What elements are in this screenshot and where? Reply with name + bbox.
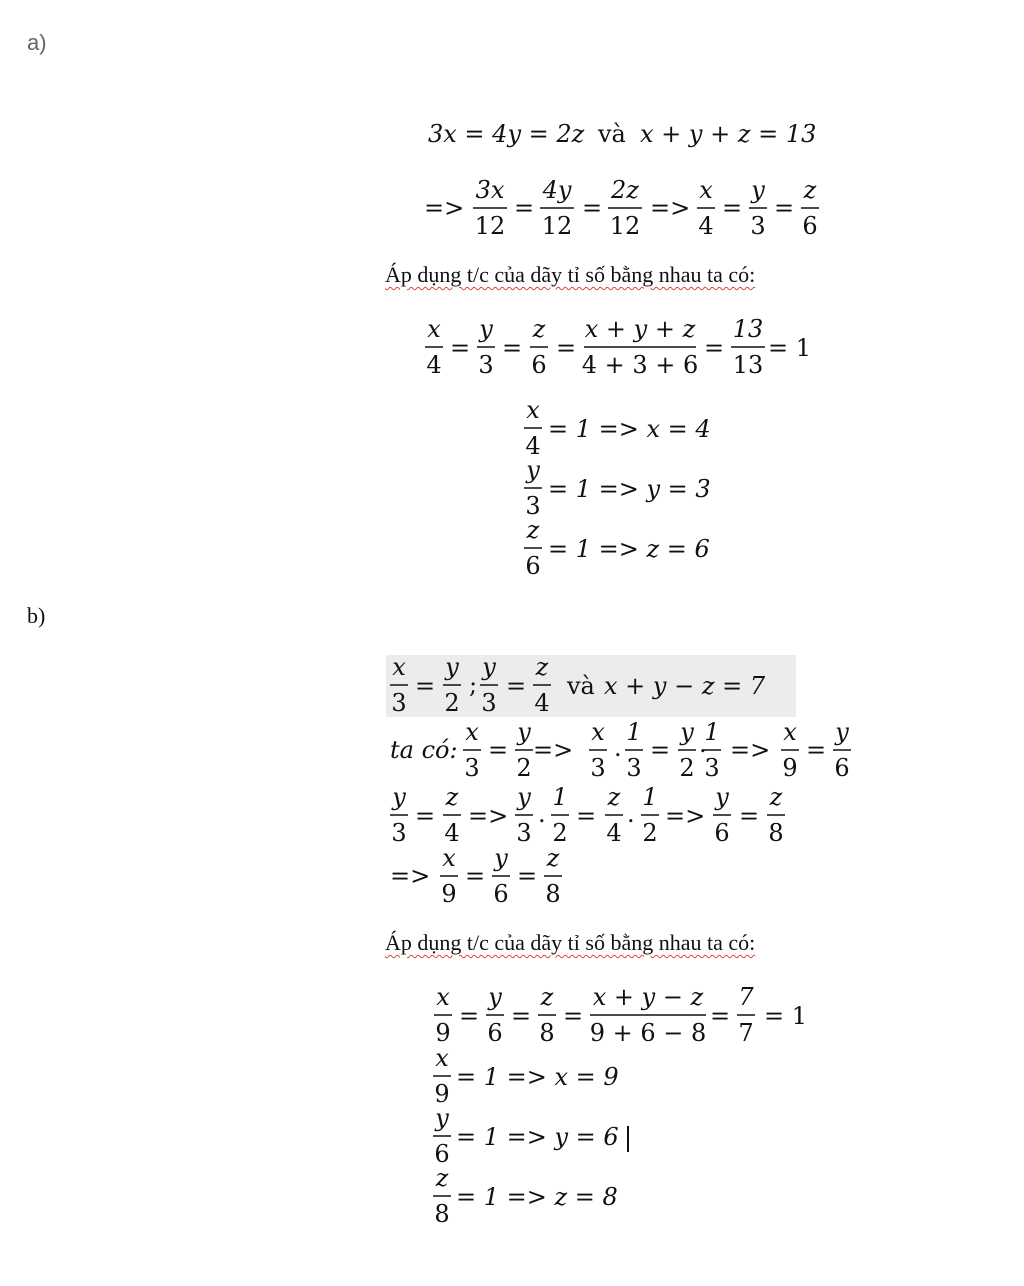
step1-b-mul-1-numerator: y xyxy=(680,718,694,746)
result-b-0-numerator: x xyxy=(435,1044,449,1072)
step2-b-frac-0-denominator: 3 xyxy=(391,819,407,847)
property-a-eq-2: = xyxy=(555,334,577,362)
step3-b-frac-2-numerator: z xyxy=(546,844,560,872)
step3-b-eq-0: = xyxy=(464,862,486,890)
result-b-0-denominator: 9 xyxy=(434,1080,450,1108)
condition-a-conj: và xyxy=(598,120,626,148)
step1-a-frac-2-denominator: 12 xyxy=(609,212,641,240)
property-a-frac-2-numerator: z xyxy=(532,315,546,343)
property-b-frac-2-denominator: 8 xyxy=(539,1019,555,1047)
property-b-eq-1: = xyxy=(510,1002,532,1030)
step1-a-eq2-0: = xyxy=(721,194,743,222)
step1-b-times-1-numerator: 1 xyxy=(704,718,720,746)
step1-b-arrow-0: => xyxy=(533,736,574,764)
condition-b-rhs: x + y − z = 7 xyxy=(604,672,766,700)
step2-b-times-0-numerator: 1 xyxy=(552,783,568,811)
step1-b-mul-0-numerator: x xyxy=(591,718,605,746)
step2-b-mul-0-denominator: 3 xyxy=(516,819,532,847)
step1-b-frac-0-denominator: 3 xyxy=(464,754,480,782)
step2-b-times-0-denominator: 2 xyxy=(552,819,568,847)
condition-b-eq-1: = xyxy=(505,672,527,700)
step1-b-frac-1-denominator: 2 xyxy=(516,754,532,782)
property-b-frac-1-denominator: 6 xyxy=(487,1019,503,1047)
step2-b-times-1-denominator: 2 xyxy=(642,819,658,847)
property-b-frac-0-denominator: 9 xyxy=(435,1019,451,1047)
property-statement-a: Áp dụng t/c của dãy tỉ số bằng nhau ta có: xyxy=(385,262,756,287)
property-a-frac-1-numerator: y xyxy=(479,315,493,343)
step1-a-frac-1-denominator: 12 xyxy=(541,212,573,240)
step1-b-mul-1-denominator: 2 xyxy=(679,754,695,782)
step2-b-result-1-numerator: z xyxy=(769,783,783,811)
property-b-eq-0: = xyxy=(458,1002,480,1030)
condition-b-frac-3-denominator: 4 xyxy=(534,689,550,717)
step1-b-times-0-numerator: 1 xyxy=(626,718,642,746)
step1-b-arrow-1: => xyxy=(730,736,771,764)
step1-a-eq2-1: = xyxy=(773,194,795,222)
step1-a-frac2-1-denominator: 3 xyxy=(750,212,766,240)
step1-b-result-0-numerator: x xyxy=(783,718,797,746)
condition-a-lhs: 3x = 4y = 2z xyxy=(428,120,585,148)
condition-b-frac-1-denominator: 2 xyxy=(444,689,460,717)
step1-a-frac-0-denominator: 12 xyxy=(474,212,506,240)
step1-a-eq-0: = xyxy=(513,194,535,222)
step1-b-dot-0: . xyxy=(614,734,622,762)
step2-b-eq-2: = xyxy=(738,802,760,830)
step2-b-mul-1-numerator: z xyxy=(607,783,621,811)
step1-b-frac-0-numerator: x xyxy=(465,718,479,746)
result-a-0-numerator: x xyxy=(526,396,540,424)
step2-b-result-1-denominator: 8 xyxy=(768,819,784,847)
step1-b-result-1-denominator: 6 xyxy=(834,754,850,782)
result-a-2-numerator: z xyxy=(526,516,540,544)
result-a-1-denominator: 3 xyxy=(525,492,541,520)
property-a-frac-2-denominator: 6 xyxy=(531,351,547,379)
property-b-frac-1-numerator: y xyxy=(488,983,502,1011)
property-a-eq-0: = xyxy=(449,334,471,362)
property-b-eq-3: = xyxy=(709,1002,731,1030)
step1-a-frac-2-numerator: 2z xyxy=(611,176,639,204)
condition-b-frac-0-denominator: 3 xyxy=(391,689,407,717)
condition-b-conj: và xyxy=(567,672,595,700)
property-b-frac-3-denominator: 9 + 6 − 8 xyxy=(589,1019,707,1047)
property-b-result: = 1 xyxy=(764,1002,808,1030)
result-a-1-numerator: y xyxy=(526,456,540,484)
result-b-0-eq: = 1 => x = 9 xyxy=(456,1063,619,1091)
condition-b-frac-0-numerator: x xyxy=(392,653,406,681)
step2-b-frac-1-denominator: 4 xyxy=(444,819,460,847)
property-a-frac-0-denominator: 4 xyxy=(426,351,442,379)
step2-b-eq-1: = xyxy=(575,802,597,830)
property-b-frac-0-numerator: x xyxy=(436,983,450,1011)
step1-a-frac2-0-denominator: 4 xyxy=(698,212,714,240)
property-a-frac-3-denominator: 4 + 3 + 6 xyxy=(581,351,699,379)
step1-a-frac2-0-numerator: x xyxy=(699,176,713,204)
condition-b-frac-2-numerator: y xyxy=(482,653,496,681)
result-a-0-denominator: 4 xyxy=(525,432,541,460)
condition-b-eq-0: = xyxy=(414,672,436,700)
step2-b-arrow-0: => xyxy=(468,802,509,830)
step1-a-arrow: => xyxy=(424,194,465,222)
step1-b-eq-0: = xyxy=(487,736,509,764)
condition-b-frac-2-denominator: 3 xyxy=(481,689,497,717)
step1-a-frac2-2-numerator: z xyxy=(803,176,817,204)
step1-b-eq-2: = xyxy=(805,736,827,764)
step2-b-frac-0-numerator: y xyxy=(392,783,406,811)
step1-b-result-0-denominator: 9 xyxy=(782,754,798,782)
property-b-frac-3-numerator: x + y − z xyxy=(592,983,704,1011)
step2-b-times-1-numerator: 1 xyxy=(642,783,658,811)
step2-b-result-0-denominator: 6 xyxy=(714,819,730,847)
property-a-frac-4-denominator: 13 xyxy=(732,351,764,379)
step1-b-dot-1: . xyxy=(699,730,707,758)
step1-a-frac-1-numerator: 4y xyxy=(542,176,572,204)
step1-b-mul-0-denominator: 3 xyxy=(590,754,606,782)
property-a-eq-3: = xyxy=(703,334,725,362)
step1-b-times-0-denominator: 3 xyxy=(626,754,642,782)
property-b-eq-2: = xyxy=(562,1002,584,1030)
step2-b-frac-1-numerator: z xyxy=(445,783,459,811)
property-b-frac-4-numerator: 7 xyxy=(738,983,754,1011)
step1-a-frac2-2-denominator: 6 xyxy=(802,212,818,240)
step2-b-arrow-1: => xyxy=(665,802,706,830)
property-a-eq-1: = xyxy=(501,334,523,362)
result-a-0-eq: = 1 => x = 4 xyxy=(548,415,711,443)
property-b-frac-4-denominator: 7 xyxy=(738,1019,754,1047)
condition-b-frac-1-numerator: y xyxy=(445,653,459,681)
step1-a-arrow2: => xyxy=(650,194,691,222)
condition-b-frac-3-numerator: z xyxy=(535,653,549,681)
property-a-frac-1-denominator: 3 xyxy=(478,351,494,379)
result-b-1-eq: = 1 => y = 6 xyxy=(456,1123,619,1151)
step3-b-frac-0-numerator: x xyxy=(442,844,456,872)
property-a-result: = 1 xyxy=(768,334,812,362)
step3-b-arrow: => xyxy=(390,862,431,890)
result-a-2-eq: = 1 => z = 6 xyxy=(548,535,710,563)
result-b-2-numerator: z xyxy=(435,1164,449,1192)
step2-b-mul-1-denominator: 4 xyxy=(606,819,622,847)
step2-b-dot-0: . xyxy=(538,800,546,828)
step2-b-eq-0: = xyxy=(414,802,436,830)
step1-b-times-1-denominator: 3 xyxy=(704,754,720,782)
step1-a-frac-0-numerator: 3x xyxy=(475,176,505,204)
result-b-2-eq: = 1 => z = 8 xyxy=(456,1183,618,1211)
step2-b-mul-0-numerator: y xyxy=(517,783,531,811)
property-b-frac-2-numerator: z xyxy=(540,983,554,1011)
step2-b-result-0-numerator: y xyxy=(715,783,729,811)
result-a-2-denominator: 6 xyxy=(525,552,541,580)
section-a-label: a) xyxy=(27,30,47,55)
step3-b-frac-1-denominator: 6 xyxy=(493,880,509,908)
step2-b-dot-1: . xyxy=(627,800,635,828)
condition-b-sep: ; xyxy=(468,671,478,699)
section-b-label: b) xyxy=(27,603,46,628)
result-b-2-denominator: 8 xyxy=(434,1200,450,1228)
result-b-1-denominator: 6 xyxy=(434,1140,450,1168)
step1-b-eq-1: = xyxy=(649,736,671,764)
condition-a-rhs: x + y + z = 13 xyxy=(640,120,817,148)
property-statement-b: Áp dụng t/c của dãy tỉ số bằng nhau ta có: xyxy=(385,930,756,955)
property-a-frac-4-numerator: 13 xyxy=(732,315,764,343)
step1-a-frac2-1-numerator: y xyxy=(751,176,765,204)
result-a-1-eq: = 1 => y = 3 xyxy=(548,475,711,503)
step3-b-frac-0-denominator: 9 xyxy=(441,880,457,908)
step3-b-eq-1: = xyxy=(516,862,538,890)
step3-b-frac-1-numerator: y xyxy=(494,844,508,872)
property-a-frac-3-numerator: x + y + z xyxy=(584,315,696,343)
step1-b-frac-1-numerator: y xyxy=(517,718,531,746)
step1-b-prefix: ta có: xyxy=(390,736,458,764)
result-b-1-numerator: y xyxy=(435,1104,449,1132)
step3-b-frac-2-denominator: 8 xyxy=(545,880,561,908)
step1-a-eq-1: = xyxy=(581,194,603,222)
property-a-frac-0-numerator: x xyxy=(427,315,441,343)
step1-b-result-1-numerator: y xyxy=(835,718,849,746)
